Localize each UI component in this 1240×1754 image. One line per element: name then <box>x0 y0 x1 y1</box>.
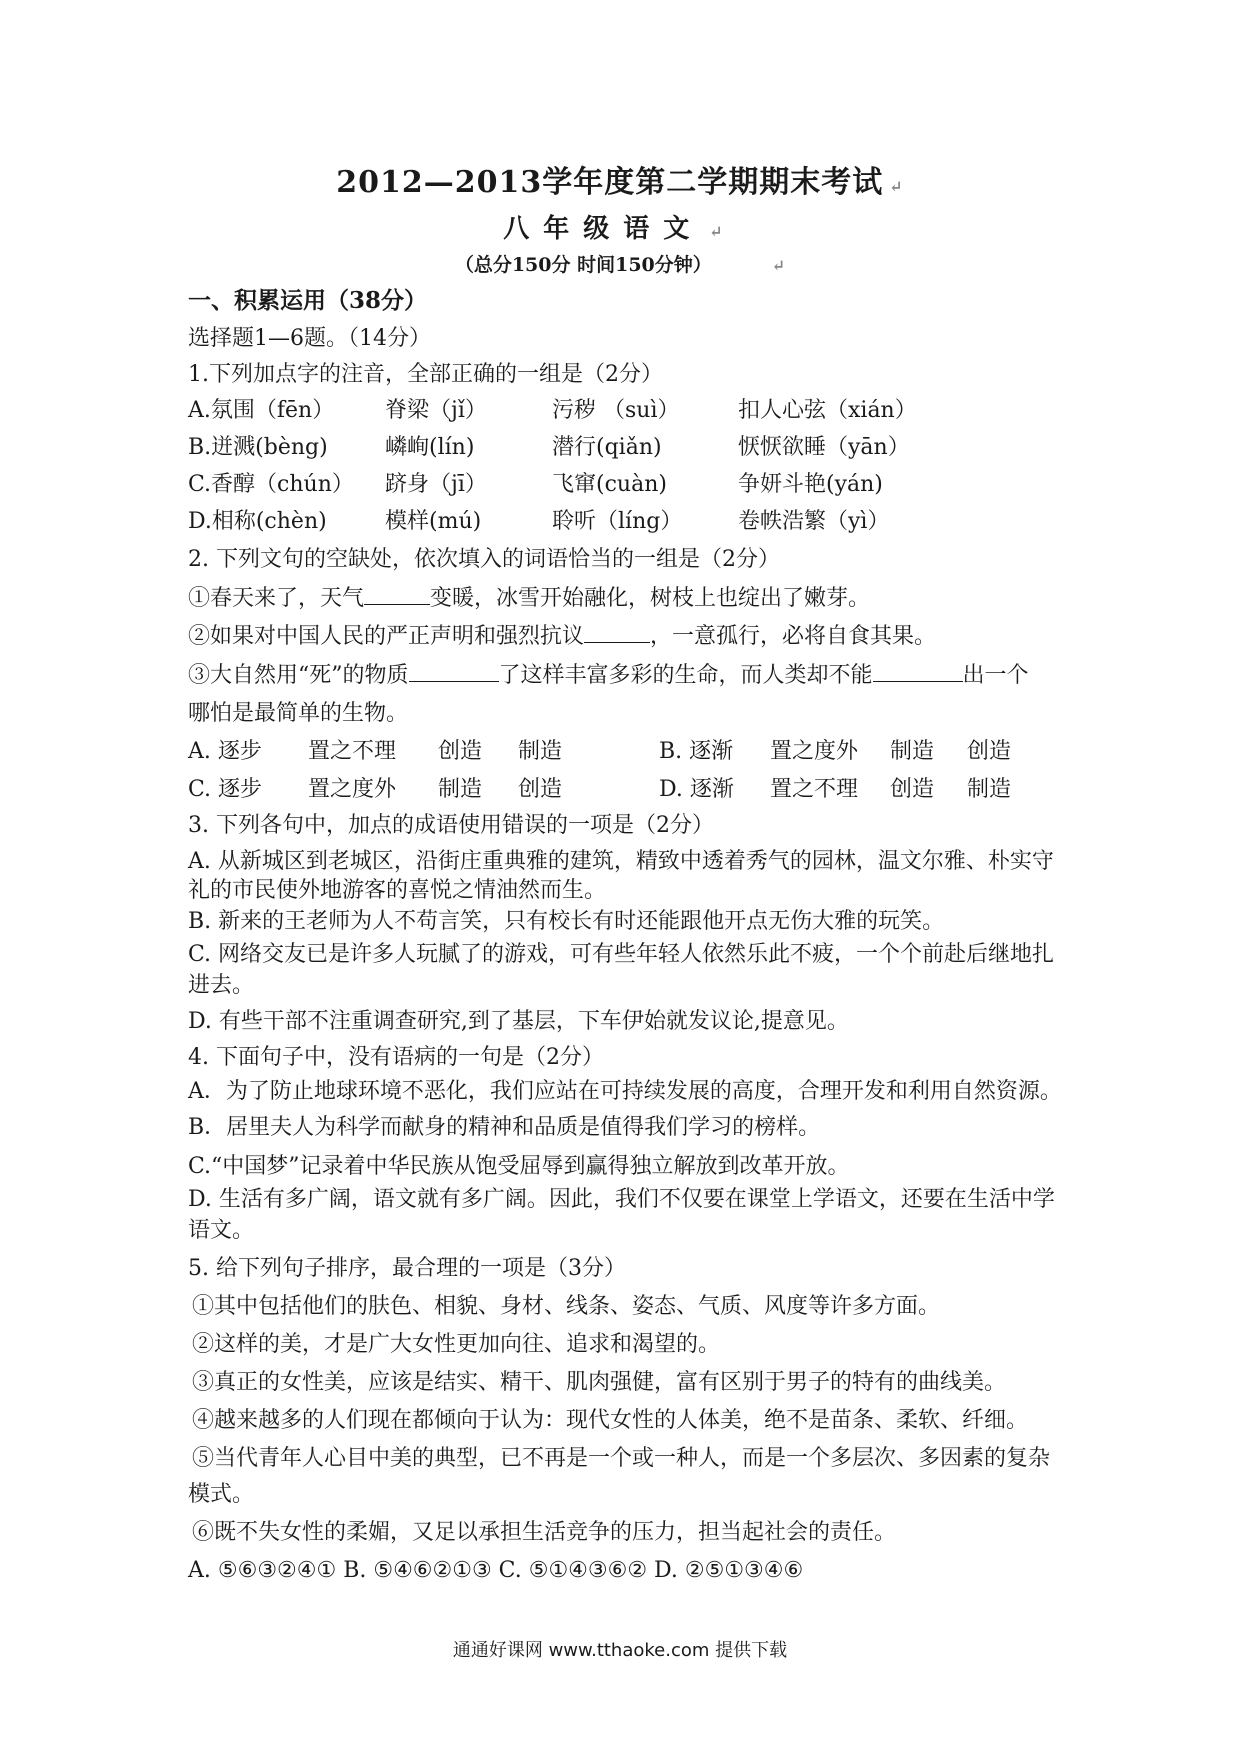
question-4-option-a: A．为了防止地球环境不恶化，我们应站在可持续发展的高度，合理开发和利用自然资源。 <box>188 1079 1062 1104</box>
question-2-sentence-3-cont: 哪怕是最简单的生物。 <box>188 701 409 726</box>
question-2-stem: 2. 下列文句的空缺处，依次填入的词语恰当的一组是（2分） <box>188 547 780 572</box>
question-4-option-d-cont: 语文。 <box>188 1218 255 1243</box>
question-2-sentence-1: ①春天来了，天气 变暖，冰雪开始融化，树枝上也绽出了嫩芽。 <box>188 586 871 611</box>
question-2-sentence-2: ②如果对中国人民的严正声明和强烈抗议 ，一意孤行，必将自食其果。 <box>188 624 937 649</box>
exam-page: 2012—2013学年度第二学期期末考试 ↵ 八年级语文 ↵ （总分150分 时间150分钟） ↵ 一、积累运用（38分） 选择题1—6题。（14分） 1.下列加点字的注音，全部正确的一组是（2分） A.氛围（fēn） 脊梁（jǐ） 污秽 （suì） 扣人心弦（xián） B.迸溅(bèng) 嶙峋(lín) 潜行(qiǎn) 恹恹欲睡（yān） C.香醇（chún） 跻身（jī） 飞窜(cuàn) 争妍斗艳(yán) D.相称(chèn) 模样(mú) 聆听（líng） 卷帙浩繁（yì） 2. 下列文句的空缺处，依次填入的词语恰当的一组是（2分） ①春天来了，天气 变暖，冰雪开始融化，树枝上也绽出了嫩芽。 ②如果对中国人民的严正声明和强烈抗议 ，一意孤行，必将自食其果。 ③大自然用“死”的物质 了这样丰富多彩的生命，而人类却不能 出一个 哪怕是最简单的生物。 A. 逐步 置之不理 创造 制造 B. 逐渐 置之度外 制造 创造 C. 逐步 置之度外 制造 创造 D. 逐渐 置之不理 创造 制造 3. 下列各句中，加点的成语使用错误的一项是（2分） A. 从新城区到老城区，沿街庄重典雅的建筑，精致中透着秀气的园林，温文尔雅、朴实守 礼的市民使外地游客的喜悦之情油然而生。 B. 新来的王老师为人不苟言笑，只有校长有时还能跟他开点无伤大雅的玩笑。 C. 网络交友已是许多人玩腻了的游戏，可有些年轻人依然乐此不疲，一个个前赴后继地扎 进去。 D. 有些干部不注重调查研究,到了基层，下车伊始就发议论,提意见。 4. 下面句子中，没有语病的一句是（2分） A．为了防止地球环境不恶化，我们应站在可持续发展的高度，合理开发和利用自然资源。 B．居里夫人为科学而献身的精神和品质是值得我们学习的榜样。 C.“中国梦”记录着中华民族从饱受屈辱到赢得独立解放到改革开放。 D. 生活有多广阔，语文就有多广阔。因此，我们不仅要在课堂上学语文，还要在生活中学 语文。 5. 给下列句子排序，最合理的一项是（3分） ①其中包括他们的肤色、相貌、身材、线条、姿态、气质、风度等许多方面。 ②这样的美，才是广大女性更加向往、追求和渴望的。 ③真正的女性美，应该是结实、精干、肌肉强健，富有区别于男子的特有的曲线美。 ④越来越多的人们现在都倾向于认为：现代女性的人体美，绝不是苗条、柔软、纤细。 ⑤当代青年人心目中美的典型，已不再是一个或一种人，而是一个多层次、多因素的复杂 模式。 ⑥既不失女性的柔媚，又足以承担生活竞争的压力，担当起社会的责任。 A. ⑤⑥③②④① B. ⑤④⑥②①③ C. ⑤①④③⑥② D. ②⑤①③④⑥ 通通好课网 www.tthaoke.com 提供下载 <box>0 0 1240 1754</box>
exam-meta: （总分150分 时间150分钟） ↵ <box>454 254 786 276</box>
section-intro: 选择题1—6题。（14分） <box>188 326 431 351</box>
question-2-sentence-3: ③大自然用“死”的物质 了这样丰富多彩的生命，而人类却不能 出一个 <box>188 663 1029 688</box>
fill-blank <box>873 661 963 682</box>
question-5-sentence-6: ⑥既不失女性的柔媚，又足以承担生活竞争的压力，担当起社会的责任。 <box>192 1520 897 1545</box>
question-4-option-d: D. 生活有多广阔，语文就有多广阔。因此，我们不仅要在课堂上学语文，还要在生活中学 <box>188 1187 1055 1212</box>
page-footer: 通通好课网 www.tthaoke.com 提供下载 <box>452 1640 788 1661</box>
paragraph-mark-icon: ↵ <box>889 177 904 196</box>
question-4-stem: 4. 下面句子中，没有语病的一句是（2分） <box>188 1045 604 1070</box>
question-3-option-a: A. 从新城区到老城区，沿街庄重典雅的建筑，精致中透着秀气的园林，温文尔雅、朴实守 <box>188 849 1054 874</box>
question-5-sentence-5: ⑤当代青年人心目中美的典型，已不再是一个或一种人，而是一个多层次、多因素的复杂 <box>192 1446 1051 1471</box>
question-5-sentence-3: ③真正的女性美，应该是结实、精干、肌肉强健，富有区别于男子的特有的曲线美。 <box>192 1370 1007 1395</box>
question-5-sentence-2: ②这样的美，才是广大女性更加向往、追求和渴望的。 <box>192 1332 721 1357</box>
question-3-option-c: C. 网络交友已是许多人玩腻了的游戏，可有些年轻人依然乐此不疲，一个个前赴后继地扎 <box>188 942 1055 967</box>
paragraph-mark-icon: ↵ <box>709 222 737 241</box>
fill-blank <box>584 622 650 643</box>
question-3-option-c-cont: 进去。 <box>188 973 255 998</box>
fill-blank <box>409 661 499 682</box>
paragraph-mark-icon: ↵ <box>771 256 786 275</box>
fill-blank <box>364 584 430 605</box>
question-3-option-b: B. 新来的王老师为人不苟言笑，只有校长有时还能跟他开点无伤大雅的玩笑。 <box>188 909 945 934</box>
section-heading: 一、积累运用（38分） <box>188 287 428 314</box>
question-5-sentence-1: ①其中包括他们的肤色、相貌、身材、线条、姿态、气质、风度等许多方面。 <box>192 1294 941 1319</box>
exam-title: 2012—2013学年度第二学期期末考试 ↵ <box>336 165 904 200</box>
question-3-option-d: D. 有些干部不注重调查研究,到了基层，下车伊始就发议论,提意见。 <box>188 1009 849 1034</box>
question-3-stem: 3. 下列各句中，加点的成语使用错误的一项是（2分） <box>188 813 714 838</box>
exam-subtitle: 八年级语文 ↵ <box>503 214 737 244</box>
question-5-stem: 5. 给下列句子排序，最合理的一项是（3分） <box>188 1256 626 1281</box>
question-5-sentence-4: ④越来越多的人们现在都倾向于认为：现代女性的人体美，绝不是苗条、柔软、纤细。 <box>192 1408 1029 1433</box>
question-3-option-a-cont: 礼的市民使外地游客的喜悦之情油然而生。 <box>188 878 607 903</box>
question-4-option-c: C.“中国梦”记录着中华民族从饱受屈辱到赢得独立解放到改革开放。 <box>188 1154 850 1179</box>
question-4-option-b: B．居里夫人为科学而献身的精神和品质是值得我们学习的榜样。 <box>188 1115 821 1140</box>
question-1-stem: 1.下列加点字的注音，全部正确的一组是（2分） <box>188 362 663 387</box>
question-5-options: A. ⑤⑥③②④① B. ⑤④⑥②①③ C. ⑤①④③⑥② D. ②⑤①③④⑥ <box>188 1558 804 1583</box>
question-5-sentence-5-cont: 模式。 <box>188 1482 255 1507</box>
